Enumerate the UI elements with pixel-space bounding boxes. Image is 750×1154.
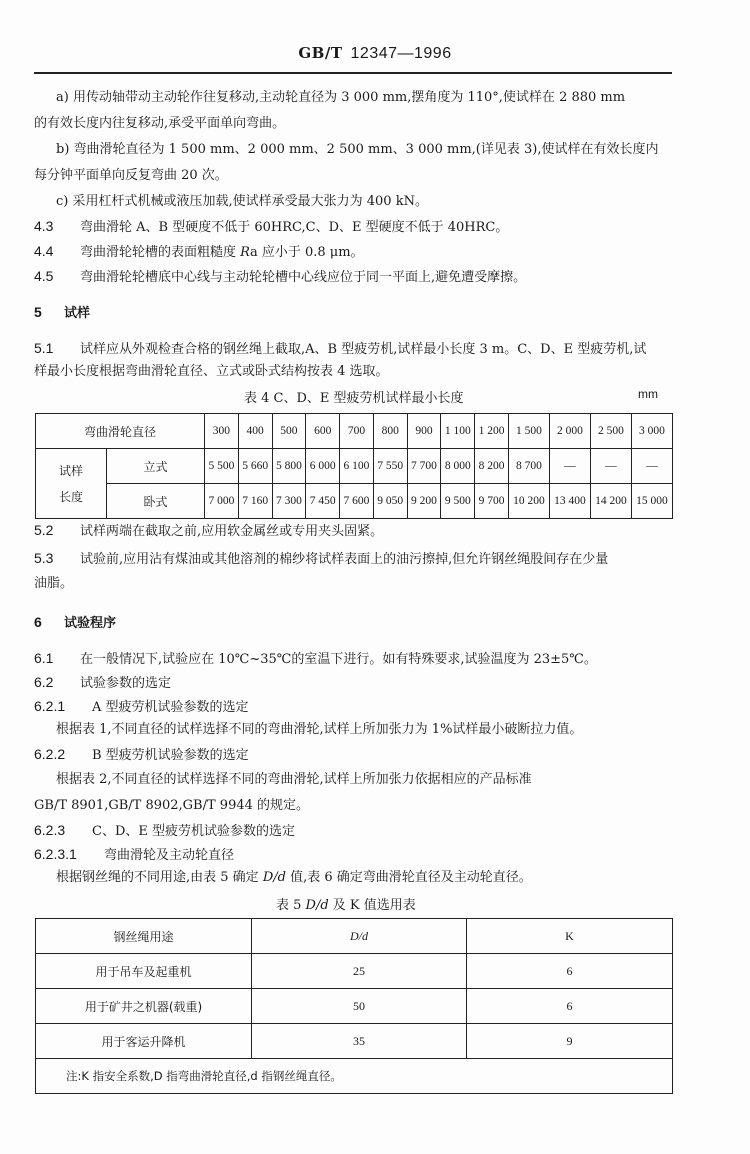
table5-note: 注:K 指安全系数,D 指弯曲滑轮直径,d 指钢丝绳直径。: [36, 1059, 673, 1094]
clause-6-1: [34, 650, 597, 668]
table5-note-row: [36, 1059, 673, 1094]
section-title: 试样: [64, 306, 91, 321]
caption-prefix: 表 5: [276, 898, 306, 913]
ratio-symbol: D/d: [262, 870, 286, 885]
clause-text: 弯曲滑轮轮槽的表面粗糙度: [80, 245, 241, 260]
clause-text: 弯曲滑轮轮槽底中心线与主动轮轮槽中心线应位于同一平面上,避免遭受摩擦。: [80, 270, 527, 285]
length-cell: 9 700: [475, 484, 509, 519]
para-a-line1: a) 用传动轴带动主动轮作往复移动,主动轮直径为 3 000 mm,摆角度为 110°,使试样在 2 880 mm: [56, 90, 626, 105]
length-cell: 9 050: [373, 484, 407, 519]
clause-6-2-1: [34, 698, 249, 716]
clause-number: 5.3: [34, 550, 54, 566]
table4-caption: 表 4 C、D、E 型疲劳机试样最小长度: [244, 391, 464, 406]
roughness-symbol: R: [240, 245, 250, 260]
clause-6-2-3-1: [34, 846, 234, 864]
table-row: [36, 954, 673, 989]
length-cell: 6 000: [306, 449, 340, 484]
table5-caption: [276, 894, 416, 913]
cell-dd: 25: [252, 954, 467, 989]
clause-number: 4.4: [34, 243, 54, 259]
standard-prefix: GB/T: [298, 44, 343, 62]
diameter-cell: 900: [407, 414, 441, 449]
diameter-cell: 3 000: [631, 414, 672, 449]
clause-4-4: [34, 243, 364, 261]
page-header: [0, 44, 750, 63]
clause-text: B 型疲劳机试验参数的选定: [92, 748, 249, 763]
clause-6-2-2: [34, 746, 249, 764]
clause-6-2-2-body2: GB/T 8901,GB/T 8902,GB/T 9944 的规定。: [34, 798, 310, 813]
row-group-label-line1: 试样: [58, 463, 83, 478]
row-group-label-line2: 长度: [58, 489, 83, 504]
clause-6-2: [34, 674, 171, 692]
section-number: 6: [34, 614, 42, 630]
length-cell: 5 500: [205, 449, 239, 484]
table4-header-row: [36, 414, 673, 449]
table5: [35, 918, 673, 1094]
clause-5-1-line2: 样最小长度根据弯曲滑轮直径、立式或卧式结构按表 4 选取。: [34, 364, 389, 379]
clause-5-2: [34, 522, 383, 540]
length-cell: —: [631, 449, 672, 484]
table-row: [36, 1024, 673, 1059]
table-row: [36, 449, 673, 484]
clause-text: 在一般情况下,试验应在 10℃~35℃的室温下进行。如有特殊要求,试验温度为 23±5℃。: [80, 652, 597, 667]
clause-text-rest: a 应小于 0.8 μm。: [249, 245, 364, 260]
clause-text: C、D、E 型疲劳机试验参数的选定: [92, 824, 295, 839]
clause-number: 4.5: [34, 268, 54, 284]
clause-number: 6.2.1: [34, 698, 66, 714]
clause-number: 6.2.3: [34, 822, 66, 838]
section-5-heading: [34, 304, 90, 322]
clause-number: 4.3: [34, 218, 54, 234]
header-cell-k: K: [467, 919, 673, 954]
header-cell-usage: 钢丝绳用途: [36, 919, 252, 954]
length-cell: 15 000: [631, 484, 672, 519]
cell-usage: 用于客运升降机: [36, 1024, 252, 1059]
cell-dd: 35: [252, 1024, 467, 1059]
diameter-cell: 400: [238, 414, 272, 449]
clause-text: 试样两端在截取之前,应用软金属丝或专用夹头固紧。: [80, 524, 384, 539]
header-label: 弯曲滑轮直径: [36, 414, 205, 449]
diameter-cell: 700: [340, 414, 374, 449]
length-cell: 7 000: [205, 484, 239, 519]
clause-number: 6.2.2: [34, 746, 66, 762]
length-cell: 7 550: [373, 449, 407, 484]
length-cell: 8 200: [475, 449, 509, 484]
header-cell-dd: D/d: [252, 919, 467, 954]
length-cell: 7 300: [272, 484, 306, 519]
section-title: 试验程序: [64, 616, 117, 631]
para-a-line2: 的有效长度内往复移动,承受平面单向弯曲。: [34, 116, 286, 131]
clause-5-1-line1: [34, 340, 646, 358]
row-label: 卧式: [107, 484, 205, 519]
cell-usage: 用于矿井之机器(载重): [36, 989, 252, 1024]
diameter-cell: 2 000: [549, 414, 590, 449]
table-row: [36, 989, 673, 1024]
length-cell: 7 600: [340, 484, 374, 519]
length-cell: 5 800: [272, 449, 306, 484]
body-text: 根据钢丝绳的不同用途,由表 5 确定: [56, 870, 263, 885]
table4: [35, 413, 673, 519]
caption-suffix: 及 K 值选用表: [328, 898, 416, 913]
clause-text: 试样应从外观检查合格的钢丝绳上截取,A、B 型疲劳机,试样最小长度 3 m。C、D、E 型疲劳机,试: [80, 342, 647, 357]
length-cell: 9 200: [407, 484, 441, 519]
length-cell: 13 400: [549, 484, 590, 519]
para-c-line1: c) 采用杠杆式机械或液压加载,使试样承受最大张力为 400 kN。: [56, 194, 428, 209]
diameter-cell: 300: [205, 414, 239, 449]
length-cell: 6 100: [340, 449, 374, 484]
length-cell: 5 660: [238, 449, 272, 484]
row-label: 立式: [107, 449, 205, 484]
diameter-cell: 500: [272, 414, 306, 449]
length-cell: 8 000: [441, 449, 475, 484]
length-cell: 7 160: [238, 484, 272, 519]
clause-text: A 型疲劳机试验参数的选定: [92, 700, 249, 715]
clause-text: 试验前,应用沾有煤油或其他溶剂的棉纱将试样表面上的油污擦掉,但允许钢丝绳股间存在少量: [80, 552, 609, 567]
diameter-cell: 1 500: [508, 414, 549, 449]
clause-4-5: [34, 268, 526, 286]
standard-code: 12347—1996: [350, 45, 452, 62]
diameter-cell: 2 500: [590, 414, 631, 449]
clause-5-3-line1: [34, 550, 608, 568]
length-cell: 10 200: [508, 484, 549, 519]
clause-number: 5.2: [34, 522, 54, 538]
header-rule: [34, 72, 672, 74]
clause-6-2-3: [34, 822, 295, 840]
cell-k: 6: [467, 954, 673, 989]
length-cell: —: [590, 449, 631, 484]
cell-usage: 用于吊车及起重机: [36, 954, 252, 989]
clause-number: 6.2.3.1: [34, 846, 77, 862]
clause-text: 弯曲滑轮 A、B 型硬度不低于 60HRC,C、D、E 型硬度不低于 40HRC。: [80, 220, 509, 235]
clause-4-3: [34, 218, 508, 236]
section-6-heading: [34, 614, 116, 632]
para-b-line2: 每分钟平面单向反复弯曲 20 次。: [34, 168, 228, 183]
diameter-cell: 1 100: [441, 414, 475, 449]
clause-6-2-3-1-body: [56, 870, 532, 886]
row-group-label: [36, 449, 107, 519]
length-cell: 8 700: [508, 449, 549, 484]
clause-text: 试验参数的选定: [80, 676, 172, 691]
cell-k: 6: [467, 989, 673, 1024]
length-cell: —: [549, 449, 590, 484]
table4-unit: mm: [638, 387, 658, 401]
clause-6-2-2-body1: 根据表 2,不同直径的试样选择不同的弯曲滑轮,试样上所加张力依据相应的产品标准: [56, 772, 532, 787]
para-b-line1: b) 弯曲滑轮直径为 1 500 mm、2 000 mm、2 500 mm、3 000 mm,(详见表 3),使试样在有效长度内: [56, 142, 659, 157]
clause-text: 弯曲滑轮及主动轮直径: [104, 848, 235, 863]
clause-number: 5.1: [34, 340, 54, 356]
caption-ratio: D/d: [305, 898, 329, 913]
length-cell: 7 450: [306, 484, 340, 519]
clause-6-2-1-body: 根据表 1,不同直径的试样选择不同的弯曲滑轮,试样上所加张力为 1%试样最小破断拉力值。: [56, 722, 583, 737]
diameter-cell: 1 200: [475, 414, 509, 449]
table-row: [36, 484, 673, 519]
diameter-cell: 800: [373, 414, 407, 449]
clause-number: 6.2: [34, 674, 54, 690]
clause-number: 6.1: [34, 650, 54, 666]
length-cell: 9 500: [441, 484, 475, 519]
length-cell: 7 700: [407, 449, 441, 484]
length-cell: 14 200: [590, 484, 631, 519]
cell-dd: 50: [252, 989, 467, 1024]
table5-header-row: [36, 919, 673, 954]
cell-k: 9: [467, 1024, 673, 1059]
clause-5-3-line2: 油脂。: [34, 576, 74, 591]
section-number: 5: [34, 304, 42, 320]
body-text-rest: 值,表 6 确定弯曲滑轮直径及主动轮直径。: [285, 870, 532, 885]
diameter-cell: 600: [306, 414, 340, 449]
